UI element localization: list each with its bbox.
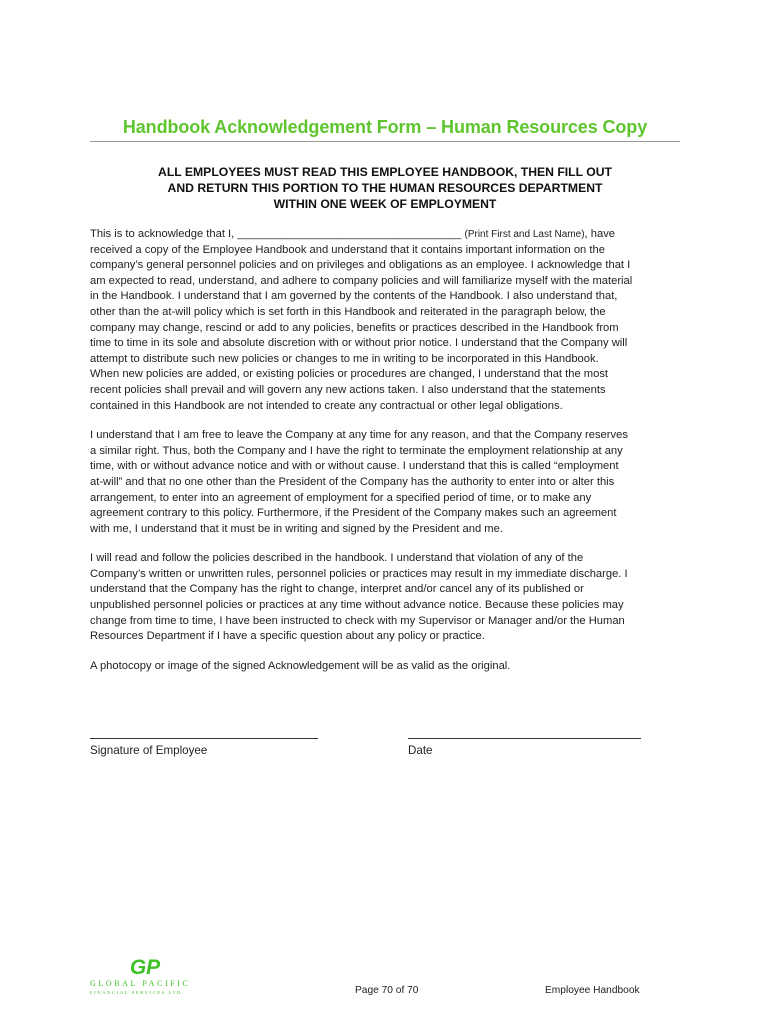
line-end-text: , have (584, 228, 616, 240)
paragraph-policies (90, 551, 683, 645)
paragraph-line: Resources Department if I have a specific question about any policy or practice. (90, 630, 485, 643)
paragraph-line: contained in this Handbook are not intended to create any contractual or other legal obligations. (90, 399, 563, 412)
logo-line2: FINANCIAL SERVICES LTD. (90, 990, 185, 995)
paragraph-line: agreement contrary to this policy. Furthermore, if the President of the Company makes such an agreement (90, 507, 617, 520)
date-block (408, 728, 641, 757)
paragraph-line: When new policies are added, or existing policies or procedures are changed, I understand that the most (90, 368, 609, 381)
paragraph-line: in the Handbook. I understand that I am governed by the contents of the Handbook. I also understand that, (90, 290, 618, 303)
employee-signature-block (90, 728, 318, 757)
paragraph-line: received a copy of the Employee Handbook and understand that it contains important information on the (90, 243, 605, 256)
paragraph-line: other than the at-will policy which is set forth in this Handbook and reiterated in the paragraph below, the (90, 305, 606, 318)
date-line[interactable] (408, 738, 641, 739)
form-title: Handbook Acknowledgement Form – Human Resources Copy (90, 117, 680, 142)
paragraph-line: recent policies shall prevail and will govern any new actions taken. I also understand that the statements (90, 383, 606, 396)
paragraph-line: understand that the Company has the right to change, interpret and/or cancel any of its published or (90, 583, 584, 596)
paragraph-line: I will read and follow the policies described in the handbook. I understand that violation of any of the (90, 552, 584, 565)
paragraph-line: attempt to distribute such new policies or changes to me in writing to be incorporated in this Handbook. (90, 352, 599, 365)
footer-doc-name: Employee Handbook (545, 985, 640, 996)
acknowledgement-body (90, 227, 683, 688)
paragraph-line: a similar right. Thus, both the Company and I have the right to terminate the employment relationship at any (90, 444, 623, 457)
signature-label: Signature of Employee (90, 744, 208, 757)
paragraph-line (90, 227, 683, 243)
paragraph-line: time to time in its sole and absolute discretion with or without prior notice. I understand that the Company will (90, 337, 628, 350)
name-blank-text: This is to acknowledge that I, ____________________________________ (90, 228, 462, 240)
company-logo (88, 954, 208, 996)
paragraph-at-will (90, 428, 683, 537)
instruction-line: ALL EMPLOYEES MUST READ THIS EMPLOYEE HANDBOOK, THEN FILL OUT (158, 165, 612, 179)
print-name-note: (Print First and Last Name) (464, 229, 585, 240)
paragraph-line: A photocopy or image of the signed Acknowledgement will be as valid as the original. (90, 659, 511, 672)
paragraph-line: Company’s written or unwritten rules, personnel policies or practices may result in my immediate discharge. I (90, 567, 628, 580)
paragraph-acknowledgement (90, 227, 683, 414)
paragraph-line: company may change, rescind or add to any policies, benefits or practices described in the Handbook from (90, 321, 619, 334)
paragraph-line: time, with or without advance notice and with or without cause. I understand that this is called “employment (90, 460, 619, 473)
logo-mark: GP (129, 956, 161, 979)
signature-line[interactable] (90, 738, 318, 739)
paragraph-line: I understand that I am free to leave the Company at any time for any reason, and that the Company reserves (90, 429, 628, 442)
date-label: Date (408, 744, 433, 757)
logo-line1: GLOBAL PACIFIC (90, 979, 191, 988)
paragraph-photocopy (90, 659, 683, 675)
paragraph-line: unpublished personnel policies or practices at any time without advance notice. Because these policies may (90, 599, 624, 612)
page-number: Page 70 of 70 (355, 985, 419, 996)
paragraph-line: company’s general personnel policies and on privileges and obligations as an employee. I acknowledge that I (90, 259, 631, 272)
paragraph-line: at-will” and that no one other than the President of the Company has the authority to enter into or alter this (90, 475, 615, 488)
paragraph-line: arrangement, to enter into an agreement of employment for a specified period of time, or to make any (90, 491, 592, 504)
instruction-line: WITHIN ONE WEEK OF EMPLOYMENT (273, 197, 497, 211)
instructions-block (90, 164, 680, 212)
instruction-line: AND RETURN THIS PORTION TO THE HUMAN RESOURCES DEPARTMENT (167, 181, 603, 195)
paragraph-line: am expected to read, understand, and adhere to company policies and will familiarize myself with the material (90, 274, 633, 287)
paragraph-line: with me, I understand that it must be in writing and signed by the President and me. (90, 522, 503, 535)
paragraph-line: change from time to time, I have been instructed to check with my Supervisor or Manager and/or the Human (90, 614, 625, 627)
